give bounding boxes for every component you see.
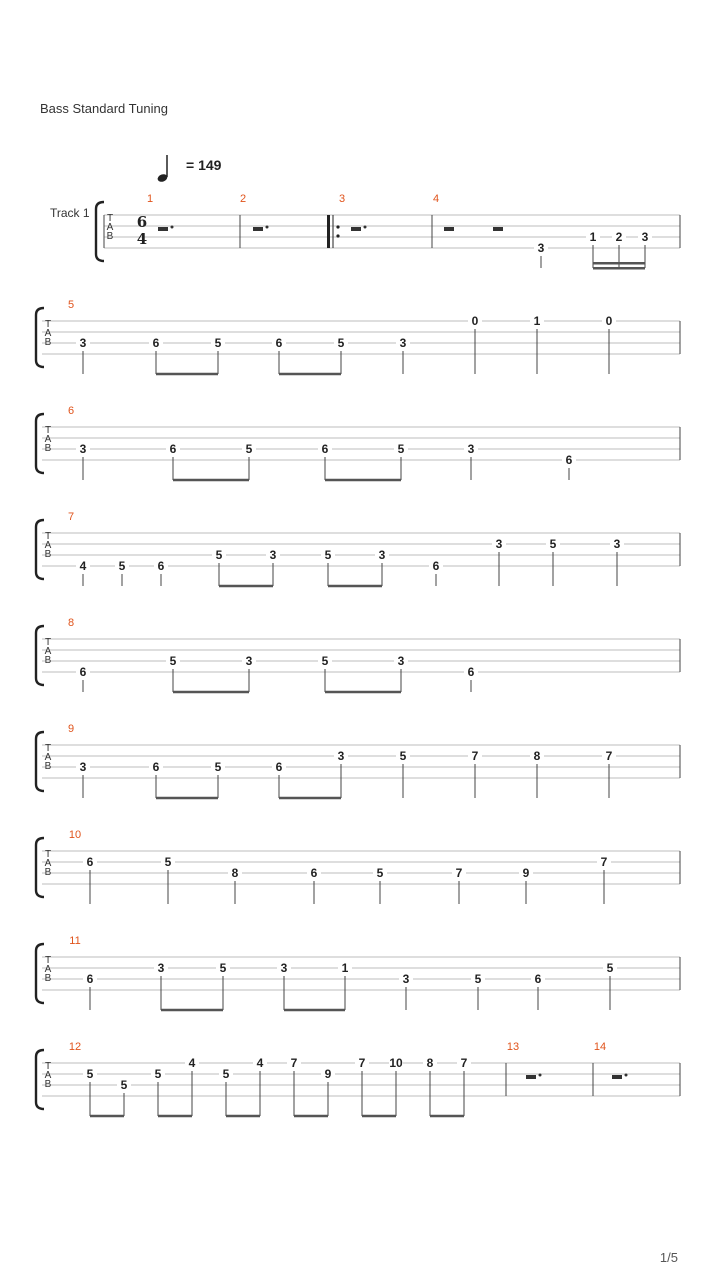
fret-number: 6 (565, 453, 573, 467)
fret-number: 7 (460, 1056, 468, 1070)
tab-clef-letter: A (44, 328, 52, 339)
fret-number: 5 (324, 548, 332, 562)
measure-number: 3 (338, 193, 346, 205)
system-bracket (36, 944, 44, 1003)
fret-number: 0 (605, 314, 613, 328)
fret-number: 6 (310, 866, 318, 880)
fret-number: 5 (215, 548, 223, 562)
tab-clef-letter: B (44, 867, 52, 878)
repeat-dot (336, 234, 339, 237)
fret-number: 5 (549, 537, 557, 551)
tab-clef-letter: A (106, 222, 114, 233)
fret-number: 3 (280, 961, 288, 975)
measure-number: 11 (69, 935, 81, 947)
tab-clef-letter: T (44, 743, 52, 754)
fret-number: 5 (397, 442, 405, 456)
fret-number: 5 (214, 760, 222, 774)
fret-number: 3 (641, 230, 649, 244)
repeat-barline (327, 215, 330, 248)
fret-number: 10 (389, 1056, 403, 1070)
rest-symbol (444, 227, 454, 231)
fret-number: 5 (120, 1078, 128, 1092)
tab-clef-letter: A (44, 1070, 52, 1081)
system-bracket (36, 414, 44, 473)
measure-number: 2 (239, 193, 247, 205)
fret-number: 6 (275, 760, 283, 774)
fret-number: 3 (397, 654, 405, 668)
rest-dot (539, 1074, 542, 1077)
fret-number: 4 (188, 1056, 196, 1070)
repeat-dot (336, 225, 339, 228)
measure-number: 14 (593, 1041, 607, 1053)
fret-number: 3 (537, 241, 545, 255)
rest-symbol (493, 227, 503, 231)
fret-number: 5 (118, 559, 126, 573)
tempo-value: = 149 (186, 157, 222, 173)
fret-number: 2 (615, 230, 623, 244)
tab-clef-letter: B (44, 1079, 52, 1090)
measure-number: 6 (67, 405, 75, 417)
fret-number: 5 (86, 1067, 94, 1081)
tab-clef-letter: T (44, 637, 52, 648)
fret-number: 4 (79, 559, 87, 573)
fret-number: 8 (426, 1056, 434, 1070)
tab-clef-letter: T (44, 1061, 52, 1072)
fret-number: 5 (245, 442, 253, 456)
rest-symbol (253, 227, 263, 231)
tab-system (36, 617, 680, 692)
tab-clef-letter: A (44, 646, 52, 657)
tab-clef-letter: A (44, 858, 52, 869)
fret-number: 6 (79, 665, 87, 679)
fret-number: 0 (471, 314, 479, 328)
tuning-label: Bass Standard Tuning (40, 101, 168, 116)
tab-system (36, 723, 680, 798)
fret-number: 3 (245, 654, 253, 668)
system-bracket (36, 520, 44, 579)
tab-clef-letter: T (44, 531, 52, 542)
fret-number: 6 (86, 972, 94, 986)
fret-number: 5 (214, 336, 222, 350)
fret-number: 5 (169, 654, 177, 668)
fret-number: 3 (613, 537, 621, 551)
fret-number: 8 (533, 749, 541, 763)
fret-number: 5 (222, 1067, 230, 1081)
fret-number: 3 (79, 336, 87, 350)
fret-number: 3 (157, 961, 165, 975)
fret-number: 5 (337, 336, 345, 350)
fret-number: 8 (231, 866, 239, 880)
fret-number: 9 (522, 866, 530, 880)
tab-clef-letter: B (44, 549, 52, 560)
tab-clef-letter: B (44, 973, 52, 984)
system-bracket (36, 732, 44, 791)
fret-number: 3 (399, 336, 407, 350)
measure-number: 1 (146, 193, 154, 205)
fret-number: 5 (376, 866, 384, 880)
tab-clef-letter: A (44, 964, 52, 975)
rest-dot (171, 226, 174, 229)
fret-number: 7 (290, 1056, 298, 1070)
fret-number: 5 (219, 961, 227, 975)
fret-number: 5 (321, 654, 329, 668)
system-bracket (36, 838, 44, 897)
tab-clef-letter: T (44, 955, 52, 966)
fret-number: 6 (275, 336, 283, 350)
rest-dot (266, 226, 269, 229)
fret-number: 3 (269, 548, 277, 562)
fret-number: 5 (474, 972, 482, 986)
tab-clef-letter: B (106, 231, 114, 242)
fret-number: 6 (152, 760, 160, 774)
fret-number: 6 (534, 972, 542, 986)
time-signature-bottom: 4 (136, 230, 148, 248)
system-bracket (36, 308, 44, 367)
measure-number: 8 (67, 617, 75, 629)
fret-number: 3 (79, 760, 87, 774)
rest-symbol (612, 1075, 622, 1079)
tab-clef-letter: A (44, 540, 52, 551)
fret-number: 6 (157, 559, 165, 573)
system-bracket (36, 626, 44, 685)
fret-number: 3 (337, 749, 345, 763)
fret-number: 6 (152, 336, 160, 350)
rest-dot (625, 1074, 628, 1077)
fret-number: 7 (471, 749, 479, 763)
fret-number: 3 (467, 442, 475, 456)
tab-clef-letter: A (44, 434, 52, 445)
tab-system (36, 935, 680, 1010)
fret-number: 9 (324, 1067, 332, 1081)
fret-number: 1 (533, 314, 541, 328)
tab-clef-letter: B (44, 761, 52, 772)
measure-number: 4 (432, 193, 440, 205)
fret-number: 5 (399, 749, 407, 763)
fret-number: 3 (79, 442, 87, 456)
fret-number: 4 (256, 1056, 264, 1070)
track-name: Track 1 (50, 206, 90, 220)
measure-number: 13 (506, 1041, 520, 1053)
page-number: 1/5 (659, 1250, 678, 1265)
tab-system (36, 1041, 680, 1116)
fret-number: 7 (600, 855, 608, 869)
tab-clef-letter: T (44, 849, 52, 860)
tab-system (36, 405, 680, 480)
fret-number: 6 (432, 559, 440, 573)
fret-number: 3 (402, 972, 410, 986)
tab-clef-letter: B (44, 443, 52, 454)
tab-clef-letter: B (44, 337, 52, 348)
fret-number: 6 (169, 442, 177, 456)
fret-number: 7 (605, 749, 613, 763)
fret-number: 5 (154, 1067, 162, 1081)
rest-dot (364, 226, 367, 229)
tab-system (96, 193, 680, 270)
tab-clef-letter: B (44, 655, 52, 666)
system-bracket (96, 202, 104, 261)
rest-symbol (351, 227, 361, 231)
note-beam (593, 267, 645, 270)
fret-number: 3 (378, 548, 386, 562)
tab-clef-letter: T (106, 213, 114, 224)
measure-number: 7 (67, 511, 75, 523)
tab-system (36, 299, 680, 374)
fret-number: 6 (467, 665, 475, 679)
fret-number: 6 (321, 442, 329, 456)
tab-system (36, 829, 680, 904)
tab-clef-letter: T (44, 425, 52, 436)
tab-clef-letter: T (44, 319, 52, 330)
note-beam (593, 262, 645, 265)
fret-number: 6 (86, 855, 94, 869)
rest-symbol (158, 227, 168, 231)
fret-number: 5 (606, 961, 614, 975)
measure-number: 10 (68, 829, 82, 841)
system-bracket (36, 1050, 44, 1109)
fret-number: 5 (164, 855, 172, 869)
fret-number: 3 (495, 537, 503, 551)
time-signature-top: 6 (136, 213, 148, 231)
fret-number: 1 (341, 961, 349, 975)
fret-number: 7 (455, 866, 463, 880)
fret-number: 7 (358, 1056, 366, 1070)
measure-number: 9 (67, 723, 75, 735)
measure-number: 5 (67, 299, 75, 311)
rest-symbol (526, 1075, 536, 1079)
measure-number: 12 (68, 1041, 82, 1053)
tab-clef-letter: A (44, 752, 52, 763)
fret-number: 1 (589, 230, 597, 244)
tab-system (36, 511, 680, 586)
